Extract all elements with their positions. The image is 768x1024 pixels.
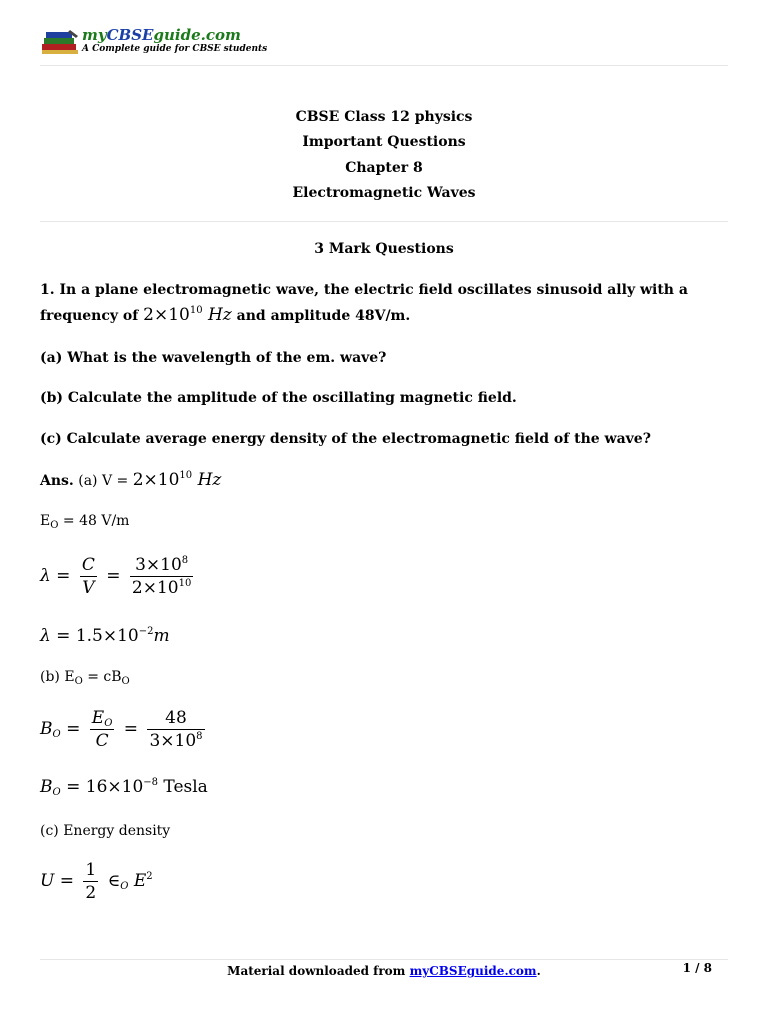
footer-link[interactable]: myCBSEguide.com	[409, 964, 537, 978]
frequency-value: $2\times 10^{10}$ Hz	[132, 470, 222, 490]
frequency-expression: $2\times 10^{10}$ Hz	[143, 305, 232, 325]
site-logo	[40, 26, 268, 60]
header-divider	[40, 65, 728, 66]
footer-text: Material downloaded from myCBSEguide.com.	[227, 964, 541, 978]
doc-title-line2: Important Questions	[302, 134, 466, 150]
e0-value-line: $E_O = 48$ V/m	[40, 513, 130, 531]
question-part-a: (a) What is the wavelength of the em. wave?	[40, 350, 387, 366]
page-number: 1 / 8	[682, 961, 712, 975]
answer-part-a-line: Ans. (a) $V = 2\times 10^{10}$ Hz	[40, 470, 222, 490]
books-icon	[40, 28, 80, 56]
footer-divider	[40, 959, 728, 960]
doc-title-line1: CBSE Class 12 physics	[295, 109, 473, 125]
logo-tagline: A Complete guide for CBSE students	[82, 44, 268, 54]
doc-title-chapter: Chapter 8	[345, 160, 423, 176]
title-divider	[40, 221, 728, 222]
energy-density-formula: U = $\frac{1}{2}$ $\in_O$ $E^2$	[40, 860, 153, 903]
question-part-c: (c) Calculate average energy density of the electromagnetic field of the wave?	[40, 431, 651, 447]
question-stem-line1: 1. In a plane electromagnetic wave, the electric field oscillates sinusoid ally with a	[40, 282, 688, 298]
answer-part-c-label: (c) Energy density	[40, 823, 171, 839]
logo-title: myCBSEguide.com	[82, 26, 241, 44]
question-part-b: (b) Calculate the amplitude of the oscillating magnetic field.	[40, 390, 517, 406]
section-heading: 3 Mark Questions	[314, 241, 454, 257]
b0-formula: $B_O$ = $\frac{E_O}{C}$ = $\frac{48}{3\times 10^8}$	[40, 708, 203, 751]
wavelength-result: $\lambda = 1.5\times 10^{-2}m$	[40, 626, 170, 646]
wavelength-formula: λ = $\frac{C}{V}$ = $\frac{3\times 10^8}{2\times 10^{10}}$	[40, 555, 192, 598]
answer-part-b-line: (b) $E_O = cB_O$	[40, 669, 130, 687]
question-stem-line2: frequency of $2\times 10^{10}$ Hz and amplitude 48V/m.	[40, 305, 411, 325]
doc-title-topic: Electromagnetic Waves	[292, 185, 476, 201]
b0-result: $B_O = 16\times 10^{-8}$ Tesla	[40, 777, 208, 798]
